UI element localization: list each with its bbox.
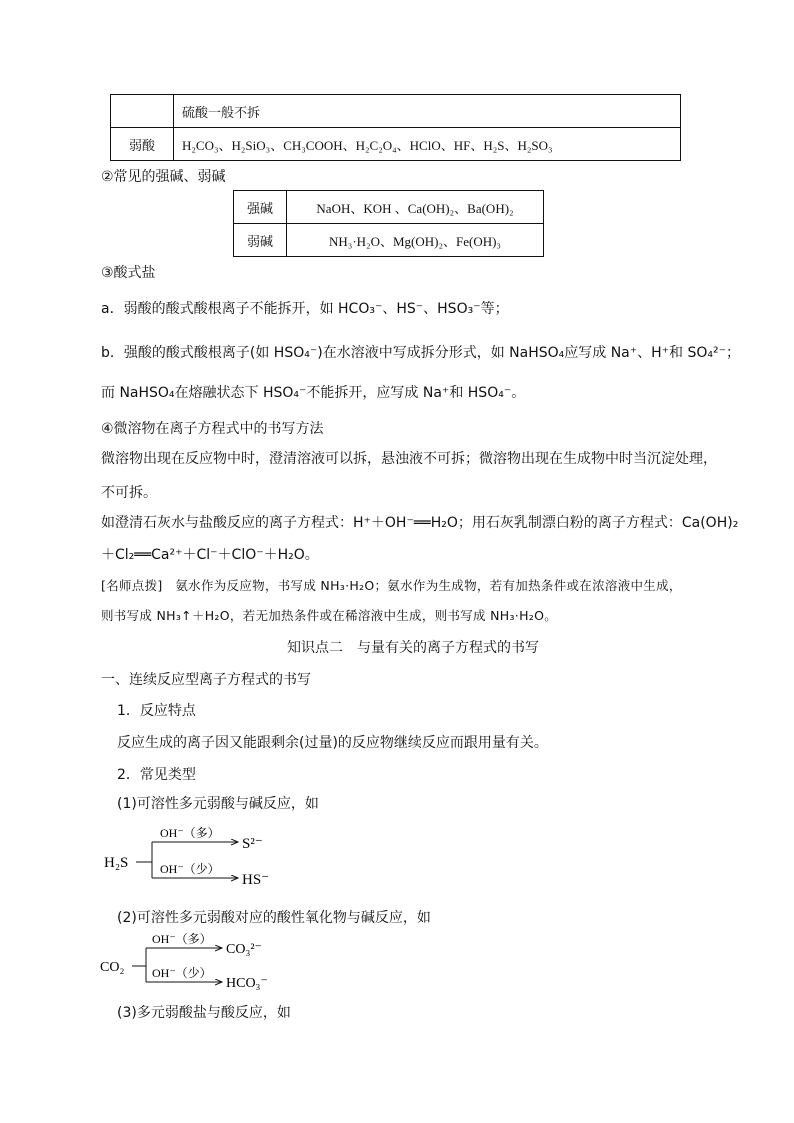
item-text: 反应生成的离子因又能跟剩余(过量)的反应物继续反应而跟用量有关。 <box>117 735 548 751</box>
condition-label: OH⁻（多） <box>160 826 220 840</box>
item-heading: 2．常见类型 <box>117 767 196 783</box>
table-row <box>111 95 681 128</box>
product-label: S²⁻ <box>242 836 263 852</box>
reactant-label: CO₂ <box>100 960 125 975</box>
table-cell-label: 强碱 <box>234 191 287 224</box>
table-row <box>234 224 544 257</box>
table-cell-label: 弱碱 <box>234 224 287 257</box>
base-heading: ②常见的强碱、弱碱 <box>101 169 226 185</box>
example-equation-line-end: ＋Cl₂══Ca²⁺＋Cl⁻＋ClO⁻＋H₂O。 <box>101 547 319 563</box>
slight-soluble-paragraph: 微溶物出现在反应物中时，澄清溶液可以拆，悬浊液不可拆；微溶物出现在生成物中时当沉淀处理， <box>101 451 717 467</box>
table-cell-label: 弱酸 <box>111 128 174 161</box>
acid-salt-b: b．强酸的酸式酸根离子(如 HSO₄⁻)在水溶液中写成拆分形式，如 NaHSO₄应写成 Na⁺、H⁺和 SO₄²⁻； <box>101 345 741 361</box>
condition-label: OH⁻（多） <box>152 932 212 946</box>
table-cell-content: 硫酸一般不拆 <box>174 95 681 128</box>
table-row <box>111 128 681 161</box>
example-equation-line: 如澄清石灰水与盐酸反应的离子方程式：H⁺＋OH⁻══H₂O；用石灰乳制漂白粉的离子方程式：Ca(OH)₂ <box>101 515 739 531</box>
table-row <box>234 191 544 224</box>
acid-salt-a: a．弱酸的酸式酸根离子不能拆开，如 HCO₃⁻、HS⁻、HSO₃⁻等； <box>101 301 509 317</box>
type-heading: (3)多元弱酸盐与酸反应，如 <box>117 1005 291 1021</box>
acid-salt-b-continued: 而 NaHSO₄在熔融状态下 HSO₄⁻不能拆开，应写成 Na⁺和 HSO₄⁻。 <box>101 385 526 401</box>
product-label: HCO₃⁻ <box>226 976 268 991</box>
branch-diagram-h2s <box>100 822 300 892</box>
table-cell-content: NaOH、KOH 、Ca(OH)₂、Ba(OH)₂ <box>287 191 544 224</box>
acid-salt-heading: ③酸式盐 <box>101 265 156 281</box>
condition-label: OH⁻（少） <box>160 862 220 876</box>
condition-label: OH⁻（少） <box>152 966 212 980</box>
slight-soluble-paragraph-end: 不可拆。 <box>101 485 157 501</box>
branch-diagram-co2 <box>100 930 300 1000</box>
section-title: 知识点二 与量有关的离子方程式的书写 <box>287 640 539 656</box>
table-cell-label <box>111 95 174 128</box>
type-heading: (1)可溶性多元弱酸与碱反应，如 <box>117 796 319 812</box>
part-heading: 一、连续反应型离子方程式的书写 <box>101 672 311 688</box>
table-cell-content: NH₃·H₂O、Mg(OH)₂、Fe(OH)₃ <box>287 224 544 257</box>
table-cell-content: H₂CO₃、H₂SiO₃、CH₃COOH、H₂C₂O₄、HClO、HF、H₂S、H₂SO₃ <box>174 128 681 161</box>
product-label: HS⁻ <box>242 872 270 888</box>
reactant-label: H₂S <box>104 855 129 871</box>
item-heading: 1．反应特点 <box>117 703 196 719</box>
base-table <box>233 190 544 257</box>
teacher-tip: [名师点拨] 氨水作为反应物，书写成 NH₃·H₂O；氨水作为生成物，若有加热条件或在浓溶液中生成， <box>101 578 682 593</box>
teacher-tip-end: 则书写成 NH₃↑＋H₂O，若无加热条件或在稀溶液中生成，则书写成 NH₃·H₂O。 <box>101 608 558 623</box>
type-heading: (2)可溶性多元弱酸对应的酸性氧化物与碱反应，如 <box>117 910 431 926</box>
product-label: CO₃²⁻ <box>226 942 262 957</box>
acid-table <box>110 94 681 161</box>
slight-soluble-heading: ④微溶物在离子方程式中的书写方法 <box>101 421 324 437</box>
